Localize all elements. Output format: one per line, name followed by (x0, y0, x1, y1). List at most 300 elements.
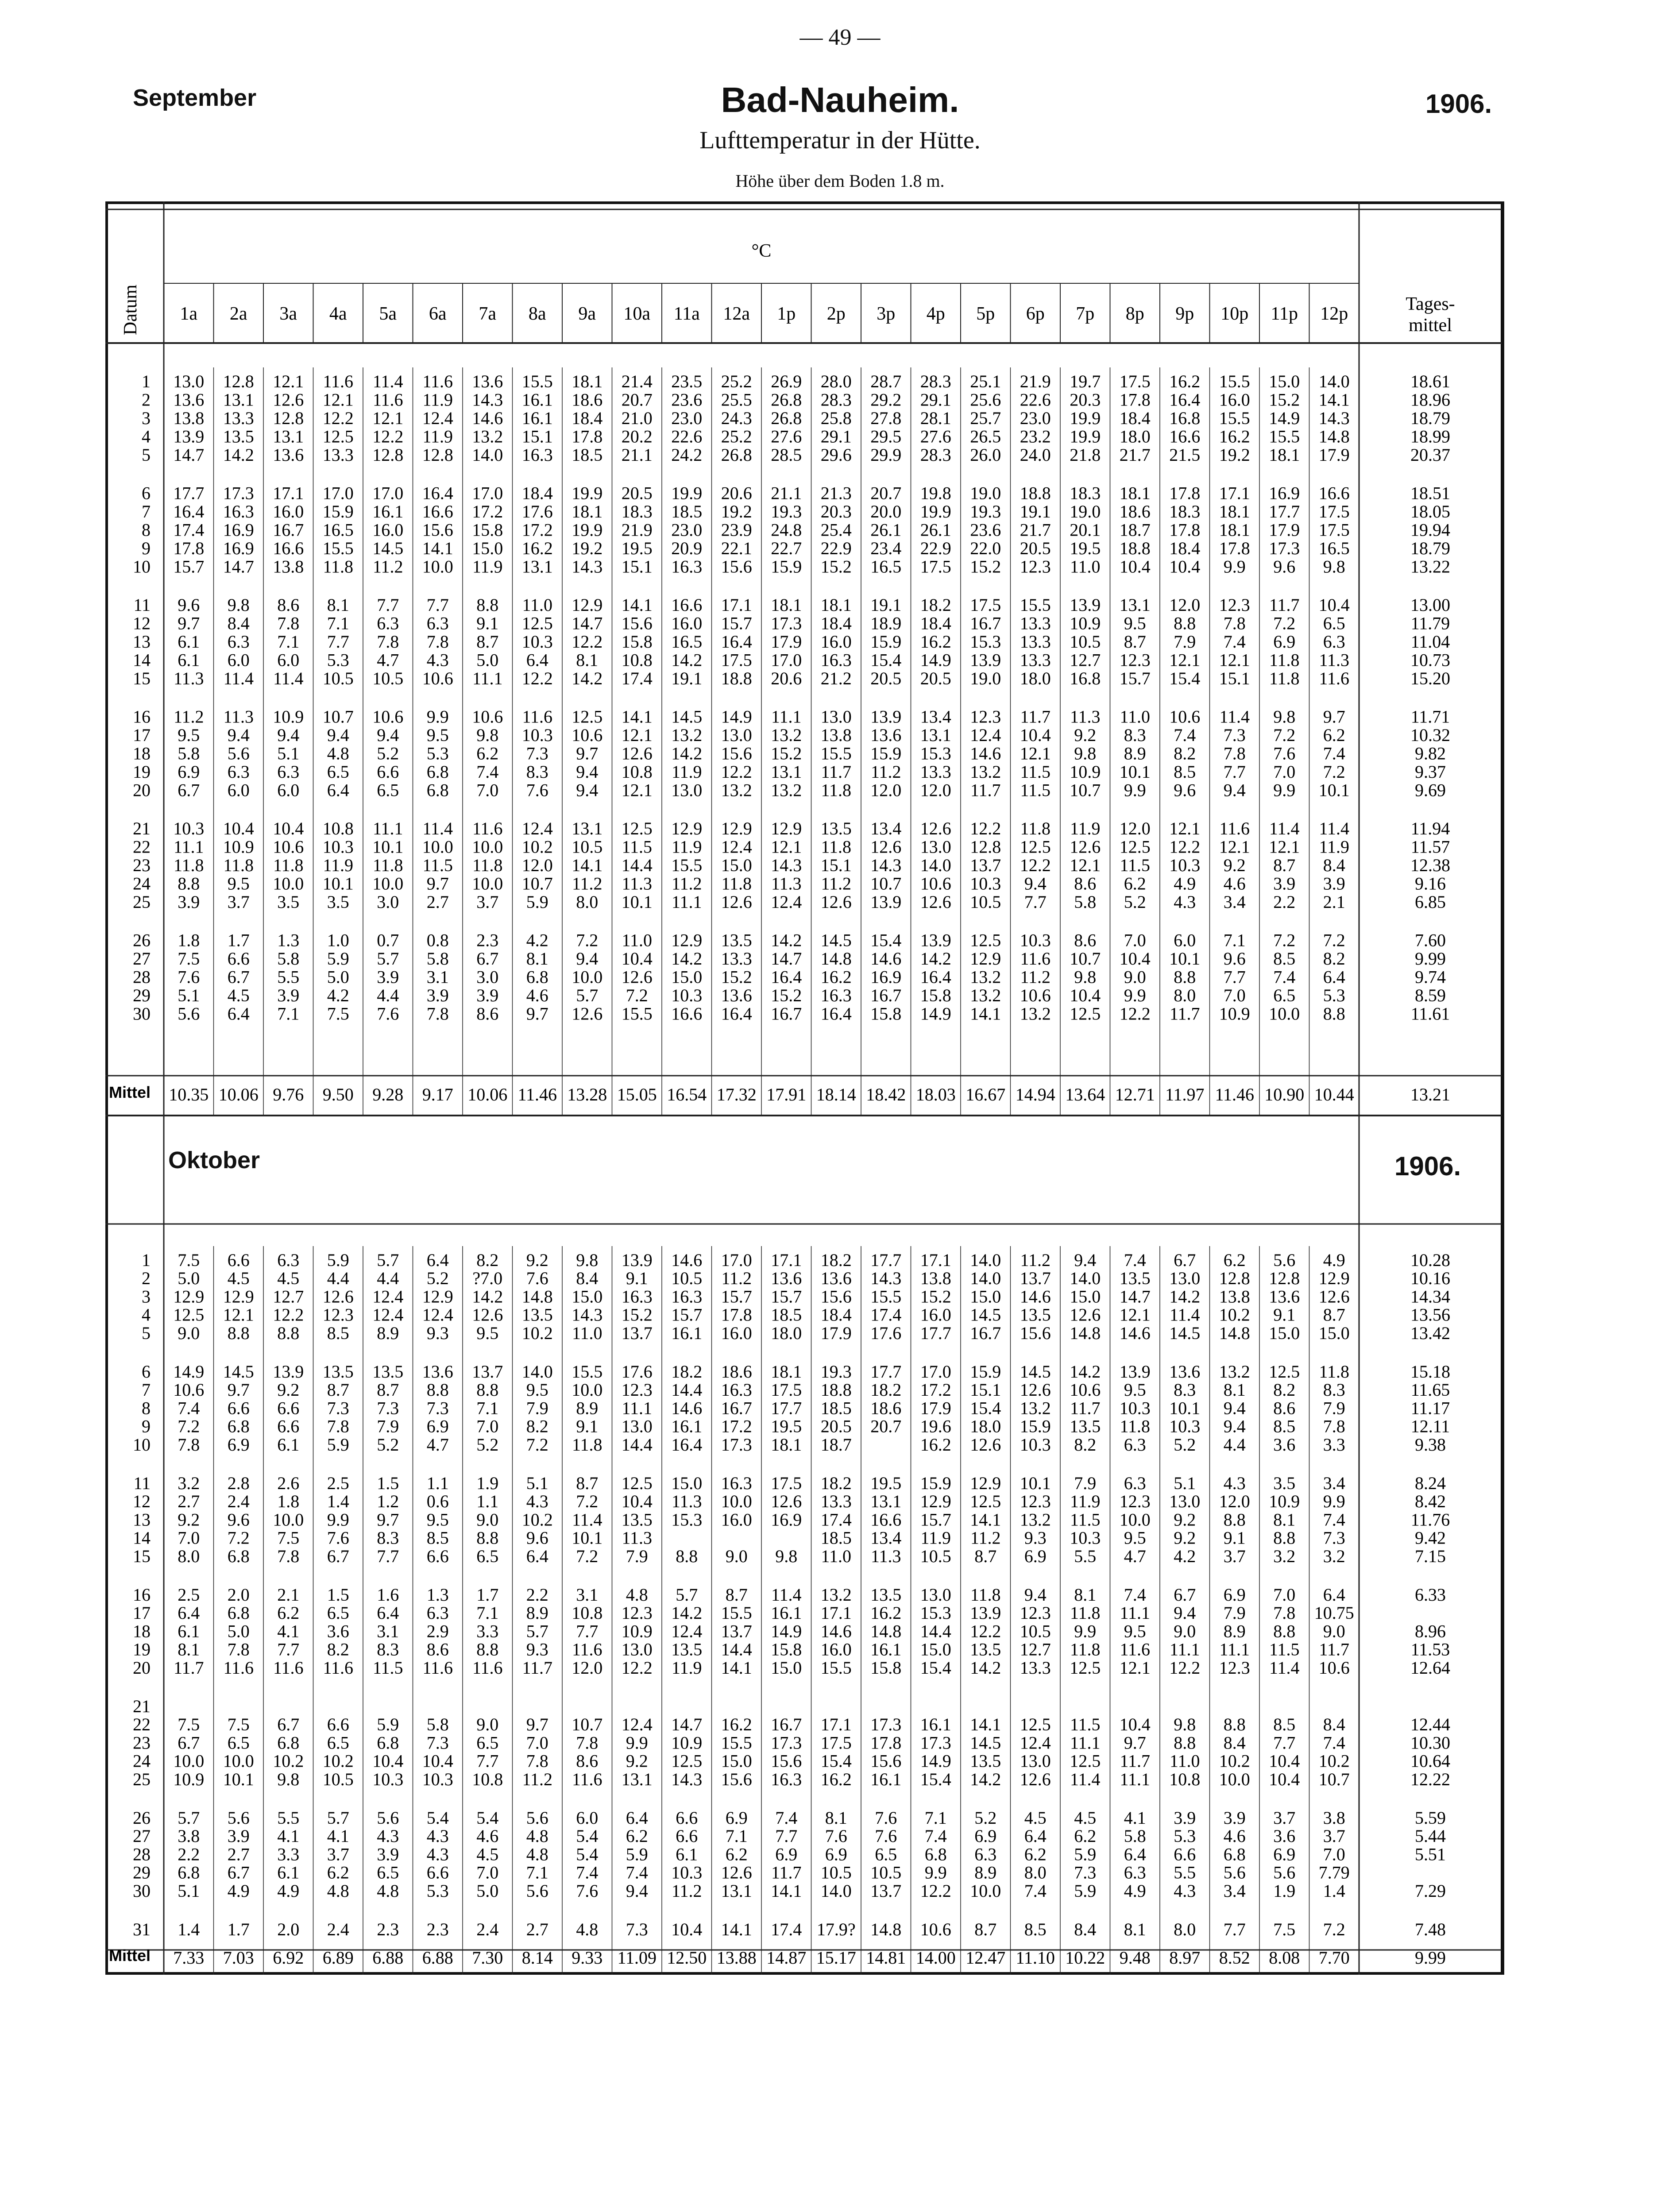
temperature-value: 6.4 (1323, 1585, 1345, 1605)
temperature-value: 15.0 (920, 1639, 951, 1660)
temperature-value: 10.0 (173, 1751, 205, 1771)
temperature-value: 8.5 (1273, 1416, 1296, 1436)
temperature-value: 16.6 (422, 502, 453, 521)
temperature-value: 11.3 (622, 1528, 653, 1548)
temperature-value: 7.2 (626, 985, 648, 1005)
temperature-value: 17.9 (771, 632, 802, 652)
temperature-value: 24.3 (721, 408, 752, 428)
temperature-value: 15.0 (1070, 1286, 1101, 1307)
temperature-value: 18.4 (820, 1305, 852, 1325)
temperature-value: 10.6 (1020, 985, 1051, 1005)
temperature-value: 7.8 (426, 1004, 449, 1024)
temperature-value: 2.1 (1323, 892, 1345, 912)
temperature-value: 11.7 (1070, 1398, 1101, 1418)
temperature-value: 16.2 (820, 1769, 852, 1789)
temperature-value: 11.6 (472, 1657, 503, 1678)
temperature-value: 5.6 (227, 743, 250, 764)
temperature-value: 16.1 (521, 390, 553, 410)
temperature-value: 26.9 (771, 371, 802, 391)
temperature-value: 10.3 (671, 1862, 703, 1883)
temperature-value: 8.3 (1124, 725, 1146, 745)
temperature-value: 7.2 (227, 1528, 250, 1548)
temperature-value: 7.9 (626, 1546, 648, 1566)
temperature-value: 9.0 (476, 1509, 499, 1530)
temperature-value: 6.9 (1024, 1546, 1047, 1566)
temperature-value: 7.9 (1074, 1473, 1097, 1493)
temperature-value: 6.4 (426, 1250, 449, 1270)
temperature-value: 13.9 (970, 1603, 1001, 1623)
temperature-value: 16.9 (870, 967, 902, 987)
temperature-value: 18.3 (621, 502, 653, 521)
hourly-mean-value: 12.71 (1115, 1085, 1155, 1104)
temperature-value: 7.9 (1323, 1398, 1345, 1418)
temperature-value: 15.4 (820, 1751, 852, 1771)
temperature-value: 27.6 (771, 426, 802, 447)
temperature-value: 3.4 (1223, 892, 1246, 912)
temperature-value: 9.8 (775, 1546, 798, 1566)
temperature-value: 7.0 (1124, 930, 1146, 950)
temperature-value: 14.2 (671, 949, 703, 969)
temperature-value: 11.4 (372, 371, 403, 391)
temperature-value: 8.8 (676, 1546, 698, 1566)
temperature-value: 6.8 (277, 1733, 300, 1753)
temperature-value: 11.0 (821, 1546, 852, 1566)
temperature-value: 11.2 (1020, 967, 1051, 987)
temperature-value: 26.8 (771, 408, 802, 428)
temperature-value: 15.4 (870, 650, 902, 670)
temperature-value: 10.1 (1119, 762, 1151, 782)
temperature-value: 11.9 (1070, 1491, 1101, 1512)
temperature-value: 10.5 (970, 892, 1001, 912)
temperature-value: 7.9 (1223, 1603, 1246, 1623)
temperature-value: 14.2 (671, 650, 703, 670)
temperature-value: 8.7 (974, 1546, 997, 1566)
temperature-value: 8.6 (576, 1751, 599, 1771)
daily-mean-value: 7.29 (1415, 1880, 1446, 1901)
temperature-value: 17.8 (870, 1733, 902, 1753)
temperature-value: 11.1 (372, 818, 403, 838)
temperature-value: 17.5 (771, 1380, 802, 1400)
temperature-value: 9.7 (1124, 1733, 1146, 1753)
temperature-value: 18.0 (970, 1416, 1001, 1436)
day-label: 10 (133, 556, 151, 577)
temperature-value: 10.2 (521, 1323, 553, 1343)
temperature-value: 6.3 (227, 632, 250, 652)
temperature-value: 10.3 (1169, 1416, 1201, 1436)
day-label: 5 (142, 445, 151, 465)
temperature-value: 2.7 (178, 1491, 200, 1512)
temperature-value: 16.0 (721, 1509, 752, 1530)
temperature-value: 16.4 (422, 483, 453, 503)
temperature-value: 13.9 (970, 650, 1001, 670)
daily-mean-value: 18.96 (1410, 390, 1450, 410)
temperature-value: 12.4 (422, 408, 453, 428)
temperature-value: 15.9 (870, 632, 902, 652)
temperature-value: 20.5 (621, 483, 653, 503)
column-header: 4p (926, 304, 945, 324)
temperature-value: 6.5 (227, 1733, 250, 1753)
day-label: 22 (133, 1714, 151, 1735)
temperature-value: 13.1 (273, 426, 304, 447)
temperature-value: 5.6 (1223, 1862, 1246, 1883)
temperature-value: 4.1 (1124, 1808, 1146, 1828)
temperature-value: 12.5 (572, 706, 603, 727)
day-label: 6 (142, 483, 151, 503)
temperature-value: 7.8 (526, 1751, 548, 1771)
temperature-value: 16.0 (671, 613, 703, 633)
temperature-value: 16.4 (820, 1004, 852, 1024)
temperature-value: 12.1 (1020, 743, 1051, 764)
temperature-value: 4.7 (1124, 1546, 1146, 1566)
temperature-value: 11.5 (1120, 855, 1151, 875)
temperature-value: 8.0 (178, 1546, 200, 1566)
temperature-value: 14.1 (970, 1509, 1001, 1530)
temperature-value: 16.0 (1219, 390, 1250, 410)
temperature-value: 4.3 (426, 1844, 449, 1865)
hourly-mean-value: 7.33 (173, 1948, 205, 1968)
hourly-mean-value: 14.94 (1015, 1085, 1055, 1104)
temperature-value: 7.1 (725, 1826, 748, 1846)
temperature-value: 3.9 (377, 1844, 399, 1865)
day-label: 17 (133, 725, 151, 745)
temperature-value: 5.8 (1124, 1826, 1146, 1846)
temperature-value: 9.5 (178, 725, 200, 745)
temperature-value: 3.3 (476, 1621, 499, 1641)
temperature-value: 26.5 (970, 426, 1001, 447)
temperature-value: 9.6 (1174, 780, 1196, 800)
day-label: 8 (142, 520, 151, 540)
station-title: Bad-Nauheim. (721, 80, 959, 120)
temperature-value: 17.0 (721, 1250, 752, 1270)
temperature-value: 1.4 (178, 1919, 200, 1939)
temperature-value: 16.6 (1169, 426, 1201, 447)
temperature-value: 15.6 (721, 556, 752, 577)
temperature-value: 8.9 (377, 1323, 399, 1343)
temperature-value: 16.1 (671, 1323, 703, 1343)
temperature-value: 4.8 (526, 1844, 548, 1865)
temperature-value: 12.2 (572, 632, 603, 652)
temperature-value: 20.0 (870, 502, 902, 521)
temperature-value: 10.2 (1219, 1751, 1250, 1771)
hourly-mean-value: 16.54 (667, 1085, 707, 1104)
temperature-value: 14.7 (223, 556, 254, 577)
temperature-value: 19.3 (820, 1362, 852, 1382)
temperature-value: 5.9 (1074, 1880, 1097, 1901)
daily-mean-value: 8.59 (1415, 985, 1446, 1005)
day-label: 25 (133, 892, 151, 912)
temperature-value: 3.2 (1273, 1546, 1296, 1566)
temperature-value: 10.0 (273, 873, 304, 894)
temperature-value: 13.6 (422, 1362, 453, 1382)
temperature-value: 12.3 (322, 1305, 354, 1325)
temperature-value: 11.9 (671, 1657, 702, 1678)
temperature-value: 11.6 (1219, 818, 1250, 838)
temperature-value: 17.1 (820, 1603, 852, 1623)
daily-mean-value: 18.79 (1410, 538, 1450, 558)
temperature-value: 4.5 (1024, 1808, 1047, 1828)
temperature-value: 18.2 (671, 1362, 703, 1382)
temperature-value: 8.9 (1223, 1621, 1246, 1641)
column-header: 8p (1125, 304, 1144, 324)
temperature-value: 6.3 (1124, 1434, 1146, 1455)
temperature-value: 8.1 (825, 1808, 847, 1828)
temperature-value: 2.2 (526, 1585, 548, 1605)
daily-mean-value: 9.38 (1415, 1434, 1446, 1455)
temperature-value: 12.2 (1119, 1004, 1151, 1024)
temperature-value: 6.8 (227, 1603, 250, 1623)
temperature-value: 12.6 (1070, 837, 1101, 857)
temperature-value: 29.2 (870, 390, 902, 410)
hourly-mean-value: 17.32 (716, 1085, 757, 1104)
temperature-value: 6.6 (227, 1250, 250, 1270)
temperature-value: 5.9 (327, 1434, 349, 1455)
temperature-value: 7.2 (526, 1434, 548, 1455)
temperature-value: 6.5 (327, 762, 349, 782)
temperature-value: 13.5 (970, 1639, 1001, 1660)
temperature-value: 5.0 (178, 1268, 200, 1289)
temperature-value: 11.3 (671, 1491, 702, 1512)
temperature-value: 8.3 (377, 1528, 399, 1548)
temperature-value: 3.9 (178, 892, 200, 912)
temperature-value: 7.2 (1273, 613, 1296, 633)
temperature-value: 11.4 (223, 668, 254, 688)
temperature-value: 15.8 (771, 1639, 802, 1660)
temperature-value: 18.9 (870, 613, 902, 633)
temperature-value: 16.4 (721, 632, 752, 652)
temperature-value: 14.3 (870, 1268, 902, 1289)
temperature-value: 5.2 (1124, 892, 1146, 912)
hourly-mean-value: 8.14 (521, 1948, 553, 1968)
temperature-value: 8.1 (1223, 1380, 1246, 1400)
temperature-value: 10.6 (920, 873, 951, 894)
temperature-value: 7.8 (1323, 1416, 1345, 1436)
temperature-value: 11.7 (771, 1862, 802, 1883)
temperature-value: 10.7 (1070, 780, 1101, 800)
temperature-value: 10.8 (322, 818, 354, 838)
temperature-value: 10.3 (1070, 1528, 1101, 1548)
temperature-value: 1.7 (476, 1585, 499, 1605)
temperature-value: 15.7 (173, 556, 205, 577)
temperature-value: 12.1 (223, 1305, 254, 1325)
hourly-mean-value: 11.97 (1165, 1085, 1205, 1104)
temperature-value: 16.5 (870, 556, 902, 577)
temperature-value: 19.5 (771, 1416, 802, 1436)
daily-mean-value: 9.74 (1415, 967, 1446, 987)
temperature-value: 7.0 (178, 1528, 200, 1548)
temperature-value: 12.3 (621, 1603, 653, 1623)
temperature-value: 8.8 (1273, 1528, 1296, 1548)
temperature-value: 7.7 (1223, 967, 1246, 987)
temperature-value: 17.5 (820, 1733, 852, 1753)
temperature-value: 15.1 (970, 1380, 1001, 1400)
temperature-value: 14.1 (721, 1919, 752, 1939)
day-label: 9 (142, 1416, 151, 1436)
hourly-mean-value: 11.46 (518, 1085, 557, 1104)
temperature-value: 17.0 (372, 483, 404, 503)
temperature-value: 7.4 (1323, 1733, 1345, 1753)
temperature-value: 10.3 (1169, 855, 1201, 875)
temperature-value: 11.8 (472, 855, 503, 875)
temperature-value: 12.8 (273, 408, 304, 428)
temperature-value: 17.3 (721, 1434, 752, 1455)
temperature-value: 5.7 (526, 1621, 548, 1641)
temperature-value: 3.9 (1223, 1808, 1246, 1828)
temperature-value: 18.8 (1119, 538, 1151, 558)
temperature-value: 14.9 (173, 1362, 205, 1382)
daily-mean-value: 11.71 (1410, 706, 1450, 727)
temperature-value: 12.5 (1070, 1657, 1101, 1678)
temperature-value: 14.1 (572, 855, 603, 875)
temperature-value: 6.2 (1223, 1250, 1246, 1270)
temperature-value: 12.4 (372, 1286, 404, 1307)
tagesmittel-header: Tages- (1406, 294, 1455, 314)
temperature-value: 13.1 (223, 390, 254, 410)
temperature-value: 9.4 (1223, 1398, 1246, 1418)
temperature-value: 17.4 (771, 1919, 802, 1939)
temperature-value: 10.9 (1269, 1491, 1300, 1512)
temperature-value: 20.5 (1020, 538, 1051, 558)
temperature-value: 10.6 (1070, 1380, 1101, 1400)
temperature-value: 0.8 (426, 930, 449, 950)
temperature-value: 7.9 (526, 1398, 548, 1418)
temperature-value: 15.2 (920, 1286, 951, 1307)
daily-mean-value: 9.37 (1415, 762, 1446, 782)
temperature-value: 7.7 (277, 1639, 300, 1660)
temperature-value: 7.7 (476, 1751, 499, 1771)
temperature-value: 20.7 (870, 1416, 902, 1436)
temperature-value: 3.7 (1323, 1826, 1345, 1846)
temperature-value: 11.2 (870, 762, 901, 782)
daily-mean-value: 6.85 (1415, 892, 1446, 912)
temperature-value: 18.4 (1169, 538, 1201, 558)
temperature-value: 18.4 (572, 408, 603, 428)
temperature-value: 6.5 (875, 1844, 897, 1865)
temperature-value: 14.5 (1020, 1362, 1051, 1382)
temperature-value: 14.8 (1219, 1323, 1250, 1343)
temperature-value: 17.5 (721, 650, 752, 670)
temperature-value: 5.0 (476, 1880, 499, 1901)
temperature-value: 8.2 (327, 1639, 349, 1660)
temperature-value: 12.9 (572, 595, 603, 615)
temperature-value: 13.8 (1219, 1286, 1250, 1307)
temperature-value: 4.5 (476, 1844, 499, 1865)
temperature-value: 7.1 (327, 613, 349, 633)
temperature-value: 17.7 (771, 1398, 802, 1418)
temperature-value: 6.6 (227, 949, 250, 969)
temperature-value: 4.1 (277, 1621, 300, 1641)
temperature-value: 3.1 (576, 1585, 599, 1605)
temperature-value: 13.0 (1020, 1751, 1051, 1771)
temperature-value: 25.6 (970, 390, 1001, 410)
temperature-value: 2.2 (178, 1844, 200, 1865)
temperature-value: 12.2 (322, 408, 354, 428)
temperature-value: 10.0 (223, 1751, 254, 1771)
temperature-value: 6.0 (277, 780, 300, 800)
temperature-value: 5.8 (178, 743, 200, 764)
temperature-value: 18.6 (870, 1398, 902, 1418)
temperature-value: 7.2 (178, 1416, 200, 1436)
temperature-value: 11.8 (1070, 1639, 1101, 1660)
temperature-value: 15.4 (870, 930, 902, 950)
temperature-value: 12.6 (721, 892, 752, 912)
temperature-value: 6.9 (974, 1826, 997, 1846)
temperature-value: 2.3 (426, 1919, 449, 1939)
temperature-value: 6.1 (178, 650, 200, 670)
temperature-value: 7.2 (1323, 1919, 1345, 1939)
temperature-value: 28.3 (920, 445, 951, 465)
temperature-value: 17.9? (816, 1919, 856, 1939)
temperature-value: 7.6 (875, 1826, 897, 1846)
daily-mean-value: 11.79 (1410, 613, 1450, 633)
temperature-value: 6.0 (576, 1808, 599, 1828)
temperature-value: 6.5 (377, 1862, 399, 1883)
temperature-value: 14.2 (671, 743, 703, 764)
daily-mean-value: 5.44 (1415, 1826, 1446, 1846)
temperature-value: 11.4 (1219, 706, 1250, 727)
temperature-value: 8.1 (1124, 1919, 1146, 1939)
temperature-value: 18.1 (771, 1434, 802, 1455)
day-label: 21 (133, 1696, 151, 1716)
hourly-mean-value: 9.28 (372, 1085, 404, 1104)
temperature-value: 17.7 (920, 1323, 951, 1343)
temperature-value: 6.5 (476, 1733, 499, 1753)
temperature-value: 22.6 (671, 426, 703, 447)
temperature-value: 15.7 (771, 1286, 802, 1307)
temperature-value: 29.1 (920, 390, 951, 410)
temperature-value: 12.6 (1070, 1305, 1101, 1325)
temperature-value: 12.0 (870, 780, 902, 800)
temperature-value: 12.4 (771, 892, 802, 912)
column-header: 9a (578, 304, 596, 324)
temperature-value: 5.3 (426, 1880, 449, 1901)
temperature-value: 15.0 (1269, 1323, 1300, 1343)
temperature-value: 7.79 (1318, 1862, 1350, 1883)
temperature-value: 10.6 (920, 1919, 951, 1939)
temperature-value: 25.2 (721, 371, 752, 391)
temperature-value: 12.1 (621, 780, 653, 800)
temperature-value: 10.2 (521, 837, 553, 857)
temperature-value: 1.7 (227, 1919, 250, 1939)
temperature-value: 1.5 (377, 1473, 399, 1493)
temperature-value: 13.9 (621, 1250, 653, 1270)
temperature-value: 4.6 (1223, 873, 1246, 894)
temperature-value: 18.8 (721, 668, 752, 688)
temperature-value: 5.7 (327, 1808, 349, 1828)
temperature-value: 10.6 (1169, 706, 1201, 727)
temperature-value: 14.2 (771, 930, 802, 950)
temperature-value: 4.9 (1174, 873, 1196, 894)
temperature-value: 22.0 (970, 538, 1001, 558)
temperature-value: 10.0 (970, 1880, 1001, 1901)
temperature-value: 1.6 (377, 1585, 399, 1605)
temperature-value: 22.7 (771, 538, 802, 558)
temperature-value: 17.3 (920, 1733, 951, 1753)
temperature-value: 9.7 (227, 1380, 250, 1400)
temperature-value: 15.9 (970, 1362, 1001, 1382)
column-header: 12a (723, 304, 750, 324)
daily-mean-value: 11.65 (1410, 1380, 1450, 1400)
temperature-value: 11.1 (1120, 1769, 1151, 1789)
daily-mean-value: 12.38 (1410, 855, 1450, 875)
temperature-value: 15.9 (1020, 1416, 1051, 1436)
temperature-value: 9.0 (1174, 1621, 1196, 1641)
daily-mean-value: 8.96 (1415, 1621, 1446, 1641)
day-label: 5 (142, 1323, 151, 1343)
temperature-value: 11.6 (323, 371, 354, 391)
temperature-value: 16.0 (820, 1639, 852, 1660)
temperature-value: 7.5 (327, 1004, 349, 1024)
day-label: 23 (133, 855, 151, 875)
